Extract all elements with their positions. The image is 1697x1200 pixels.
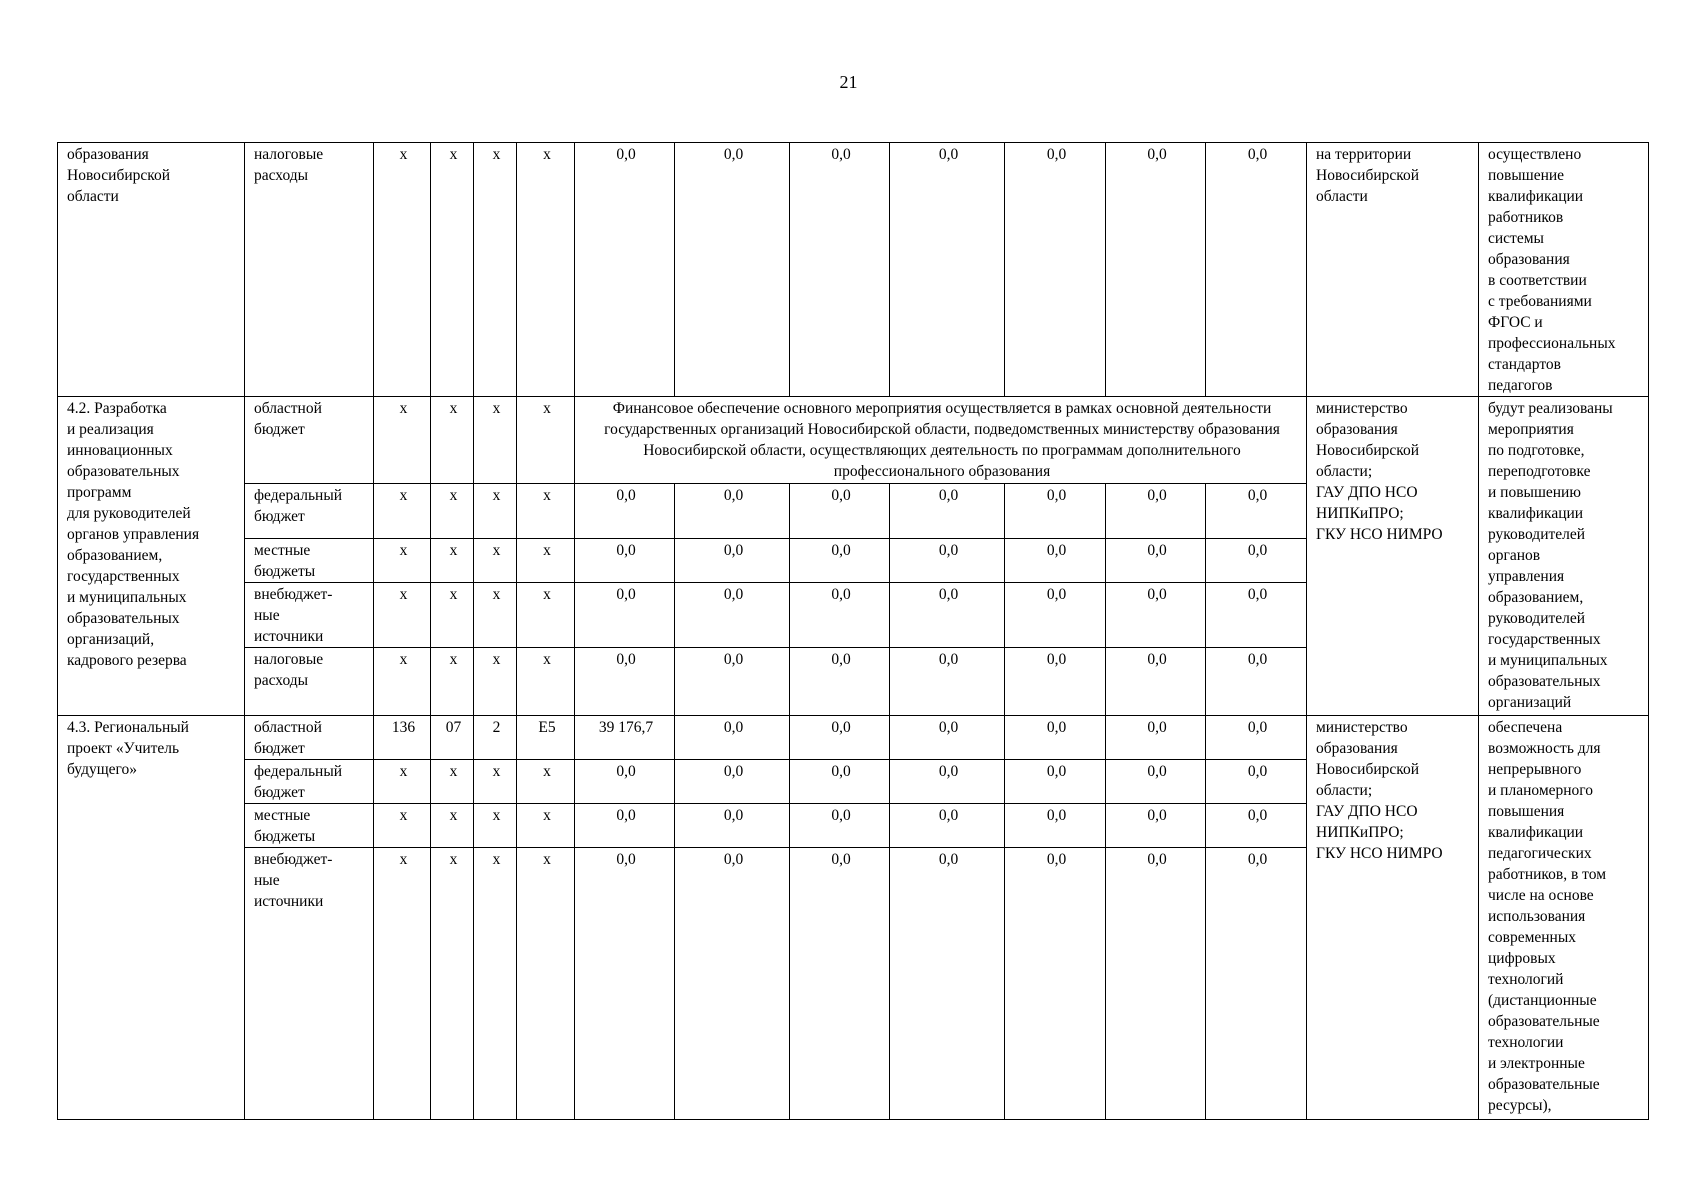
budget-code-cell: х [374,397,431,484]
amount-cell: 0,0 [575,539,675,583]
funding-source-cell: областной бюджет [245,397,374,484]
amount-cell: 0,0 [890,648,1005,716]
amount-cell: 0,0 [790,848,890,1120]
amount-cell: 0,0 [890,539,1005,583]
amount-cell: 0,0 [790,484,890,539]
executor-cell: на территории Новосибирской области [1307,143,1479,397]
amount-cell: 0,0 [790,760,890,804]
amount-cell: 0,0 [1206,583,1307,648]
amount-cell: 0,0 [1106,583,1206,648]
page-number: 21 [839,72,858,92]
budget-code-cell: х [374,648,431,716]
budget-code-cell: х [431,760,474,804]
amount-cell: 0,0 [1206,760,1307,804]
amount-cell: 0,0 [575,648,675,716]
amount-cell: 0,0 [575,143,675,397]
event-name-cell: 4.3. Региональный проект «Учитель будущего» [58,716,245,1120]
amount-cell: 0,0 [1005,484,1106,539]
budget-code-cell: х [431,397,474,484]
amount-cell: 0,0 [890,760,1005,804]
financing-table [57,142,1649,1120]
budget-code-cell: х [431,539,474,583]
amount-cell: 0,0 [1106,648,1206,716]
executor-cell: министерство образования Новосибирской области; ГАУ ДПО НСО НИПКиПРО; ГКУ НСО НИМРО [1307,397,1479,716]
amount-cell: 0,0 [1005,539,1106,583]
budget-code-cell: 2 [474,716,517,760]
budget-code-cell: х [374,583,431,648]
amount-cell: 0,0 [1206,716,1307,760]
amount-cell: 0,0 [1206,804,1307,848]
amount-cell: 0,0 [575,804,675,848]
funding-source-cell: федеральный бюджет [245,484,374,539]
budget-code-cell: х [374,143,431,397]
amount-cell: 0,0 [790,648,890,716]
amount-cell: 0,0 [1005,648,1106,716]
budget-code-cell: х [431,848,474,1120]
amount-cell: 0,0 [575,760,675,804]
amount-cell: 0,0 [675,848,790,1120]
amount-cell: 0,0 [790,583,890,648]
budget-code-cell: х [517,804,575,848]
executor-cell: министерство образования Новосибирской области; ГАУ ДПО НСО НИПКиПРО; ГКУ НСО НИМРО [1307,716,1479,1120]
expected-result-cell: обеспечена возможность для непрерывного и планомерного повышения квалификации педагогических работников, в том числе на основе использования современных цифровых технологий (дистанционные образовательные технологии и электронные образовательные ресурсы), [1479,716,1649,1120]
budget-code-cell: х [431,648,474,716]
amount-cell: 0,0 [1106,143,1206,397]
table-row [58,397,1649,484]
budget-code-cell: х [474,648,517,716]
amount-cell: 0,0 [675,143,790,397]
table-row [58,716,1649,760]
amount-cell: 0,0 [675,760,790,804]
amount-cell: 0,0 [675,804,790,848]
amount-cell: 0,0 [575,848,675,1120]
budget-code-cell: х [431,804,474,848]
amount-cell: 0,0 [1106,760,1206,804]
amount-cell: 0,0 [675,484,790,539]
amount-cell: 0,0 [790,143,890,397]
budget-code-cell: 136 [374,716,431,760]
amount-cell: 0,0 [675,539,790,583]
budget-code-cell: х [517,848,575,1120]
expected-result-cell: осуществлено повышение квалификации работников системы образования в соответствии с требованиями ФГОС и профессиональных стандартов педагогов [1479,143,1649,397]
budget-code-cell: 07 [431,716,474,760]
amount-cell: 0,0 [575,484,675,539]
budget-code-cell: х [474,484,517,539]
budget-code-cell: х [374,804,431,848]
funding-source-cell: внебюджет- ные источники [245,583,374,648]
budget-code-cell: х [474,143,517,397]
amount-cell: 0,0 [1206,848,1307,1120]
funding-source-cell: налоговые расходы [245,648,374,716]
budget-code-cell: х [374,539,431,583]
amount-cell: 0,0 [1005,848,1106,1120]
budget-code-cell: х [474,583,517,648]
amount-cell: 0,0 [1206,539,1307,583]
budget-code-cell: х [431,484,474,539]
amount-cell: 0,0 [890,716,1005,760]
amount-cell: 39 176,7 [575,716,675,760]
budget-code-cell: Е5 [517,716,575,760]
amount-cell: 0,0 [890,143,1005,397]
budget-code-cell: х [517,143,575,397]
funding-source-cell: областной бюджет [245,716,374,760]
funding-source-cell: местные бюджеты [245,804,374,848]
amount-cell: 0,0 [790,539,890,583]
budget-code-cell: х [374,848,431,1120]
budget-code-cell: х [474,760,517,804]
budget-code-cell: х [474,539,517,583]
amount-cell: 0,0 [1005,583,1106,648]
budget-code-cell: х [517,648,575,716]
expected-result-cell: будут реализованы мероприятия по подготовке, переподготовке и повышению квалификации руководителей органов управления образованием, руководителей государственных и муниципальных образовательных организаций [1479,397,1649,716]
amount-cell: 0,0 [675,583,790,648]
amount-cell: 0,0 [675,716,790,760]
amount-cell: 0,0 [1106,848,1206,1120]
amount-cell: 0,0 [1005,760,1106,804]
funding-source-cell: налоговые расходы [245,143,374,397]
budget-code-cell: х [374,760,431,804]
amount-cell: 0,0 [675,648,790,716]
budget-code-cell: х [517,539,575,583]
funding-source-cell: местные бюджеты [245,539,374,583]
event-name-cell: 4.2. Разработка и реализация инновационных образовательных программ для руководителей органов управления образованием, государственных и муниципальных образовательных организаций, кадрового резерва [58,397,245,716]
amount-cell: 0,0 [790,716,890,760]
amount-cell: 0,0 [1106,716,1206,760]
budget-code-cell: х [517,484,575,539]
amount-cell: 0,0 [1106,484,1206,539]
amount-cell: 0,0 [890,804,1005,848]
budget-code-cell: х [517,583,575,648]
amount-cell: 0,0 [890,484,1005,539]
budget-code-cell: х [474,848,517,1120]
event-name-cell: образования Новосибирской области [58,143,245,397]
table-row [58,143,1649,397]
amount-cell: 0,0 [1206,143,1307,397]
funding-source-cell: внебюджет- ные источники [245,848,374,1120]
amount-cell: 0,0 [790,804,890,848]
amount-cell: 0,0 [1005,143,1106,397]
amount-cell: 0,0 [575,583,675,648]
budget-code-cell: х [431,583,474,648]
amount-cell: 0,0 [1206,648,1307,716]
budget-code-cell: х [474,397,517,484]
budget-code-cell: х [517,760,575,804]
budget-code-cell: х [517,397,575,484]
financing-note-cell: Финансовое обеспечение основного мероприятия осуществляется в рамках основной деятельности государственных организаций Новосибирской области, подведомственных министерству образования Новосибирской области, осуществляющих деятельность по программам дополнительного профессионального образования [575,397,1307,484]
amount-cell: 0,0 [1005,804,1106,848]
amount-cell: 0,0 [1106,804,1206,848]
amount-cell: 0,0 [890,848,1005,1120]
amount-cell: 0,0 [1206,484,1307,539]
amount-cell: 0,0 [1005,716,1106,760]
budget-code-cell: х [431,143,474,397]
funding-source-cell: федеральный бюджет [245,760,374,804]
budget-code-cell: х [374,484,431,539]
amount-cell: 0,0 [890,583,1005,648]
amount-cell: 0,0 [1106,539,1206,583]
budget-code-cell: х [474,804,517,848]
